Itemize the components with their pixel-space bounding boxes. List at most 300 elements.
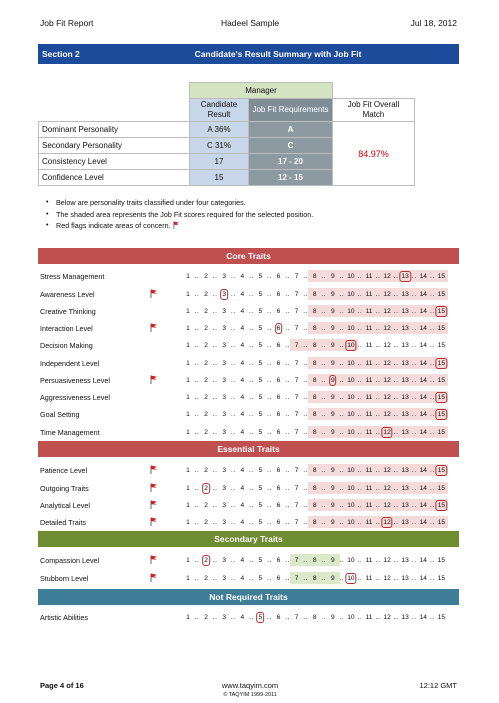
scale-tick: 5 xyxy=(258,501,263,509)
scale-tick: 4 xyxy=(240,324,245,332)
candidate-result-header: Candidate Result xyxy=(190,99,249,122)
scale-dots: .. xyxy=(339,359,345,367)
job-fit-requirements-header: Job Fit Requirements xyxy=(249,99,333,122)
scale-dots: .. xyxy=(339,341,345,349)
scale-tick: 12 xyxy=(383,466,391,474)
red-flag-icon xyxy=(150,555,158,564)
scale-dots: .. xyxy=(285,272,290,280)
scale-dots: .. xyxy=(321,556,327,564)
scale-tick: 13 xyxy=(401,341,409,349)
scale-dots: .. xyxy=(303,393,308,401)
manager-header: Manager xyxy=(190,83,333,99)
scale-tick: 11 xyxy=(365,613,373,621)
scale-dots: .. xyxy=(321,307,327,315)
scale-tick: 5 xyxy=(258,410,263,418)
footer-url[interactable]: www.taqyim.com xyxy=(221,681,279,690)
scale-tick: 4 xyxy=(240,290,245,298)
scale-dots: .. xyxy=(357,272,363,280)
trait-name: Stress Management xyxy=(40,272,105,281)
scale-dots: .. xyxy=(230,272,236,280)
scale-dots: .. xyxy=(411,290,417,298)
score-marker: 2 xyxy=(204,556,208,564)
candidate-value: 17 xyxy=(190,154,249,170)
scale-dots: .. xyxy=(285,359,290,367)
scale-dots: .. xyxy=(375,613,381,621)
scale-tick: 1 xyxy=(186,501,190,509)
scale-tick: 12 xyxy=(383,484,391,492)
scale-dots: .. xyxy=(212,501,218,509)
scale-dots: .. xyxy=(303,466,308,474)
scale-tick: 10 xyxy=(347,556,355,564)
scale-tick: 9 xyxy=(330,556,335,564)
trait-row xyxy=(38,268,459,284)
scale-tick: 6 xyxy=(276,466,281,474)
trait-scale xyxy=(184,499,460,511)
scale-dots: .. xyxy=(212,341,218,349)
scale-dots: .. xyxy=(411,613,417,621)
scale-tick: 4 xyxy=(240,518,245,526)
score-marker: 3 xyxy=(222,290,227,298)
scale-dots: .. xyxy=(411,272,417,280)
scale-dots: .. xyxy=(303,574,308,582)
scale-dots: .. xyxy=(321,341,327,349)
scale-tick: 14 xyxy=(419,613,427,621)
scale-tick: 2 xyxy=(204,574,208,582)
scale-dots: .. xyxy=(411,518,417,526)
scale-dots: .. xyxy=(249,341,254,349)
scale-tick: 8 xyxy=(312,307,317,315)
scale-tick: 1 xyxy=(186,307,190,315)
scale-dots: .. xyxy=(194,393,200,401)
scale-tick: 4 xyxy=(240,556,245,564)
scale-tick: 11 xyxy=(365,272,373,280)
scale-tick: 3 xyxy=(222,556,227,564)
scale-dots: .. xyxy=(321,613,327,621)
scale-tick: 2 xyxy=(204,501,208,509)
scale-tick: 9 xyxy=(330,359,335,367)
scale-dots: .. xyxy=(393,272,399,280)
scale-tick: 8 xyxy=(312,393,317,401)
scale-tick: 12 xyxy=(383,393,391,401)
section-title: Candidate's Result Summary with Job Fit xyxy=(194,49,362,59)
scale-dots: .. xyxy=(430,410,435,418)
scale-dots: .. xyxy=(375,272,381,280)
scale-tick: 2 xyxy=(204,359,208,367)
row-label: Confidence Level xyxy=(39,170,190,186)
scale-tick: 15 xyxy=(437,484,446,492)
trait-name: Stubborn Level xyxy=(40,574,89,583)
scale-tick: 14 xyxy=(419,307,427,315)
scale-tick: 7 xyxy=(294,410,299,418)
candidate-value: A 36% xyxy=(190,122,249,138)
scale-dots: .. xyxy=(339,574,345,582)
scale-dots: .. xyxy=(357,376,363,384)
scale-dots: .. xyxy=(230,359,236,367)
scale-tick: 14 xyxy=(419,501,427,509)
scale-tick: 3 xyxy=(222,341,227,349)
scale-dots: .. xyxy=(212,574,218,582)
scale-tick: 1 xyxy=(186,393,190,401)
scale-tick: 11 xyxy=(365,376,373,384)
scale-dots: .. xyxy=(249,428,254,436)
scale-tick: 3 xyxy=(222,501,227,509)
scale-dots: .. xyxy=(285,376,290,384)
trait-row xyxy=(38,424,459,440)
scale-dots: .. xyxy=(393,376,399,384)
trait-row xyxy=(38,389,459,405)
scale-dots: .. xyxy=(321,574,327,582)
scale-dots: .. xyxy=(212,410,218,418)
scale-dots: .. xyxy=(194,484,200,492)
scale-dots: .. xyxy=(375,324,381,332)
scale-tick: 12 xyxy=(383,376,391,384)
scale-dots: .. xyxy=(357,556,363,564)
report-title: Job Fit Report xyxy=(40,18,94,28)
scale-dots: .. xyxy=(249,290,254,298)
trait-name: Artistic Abilities xyxy=(40,613,88,622)
scale-dots: .. xyxy=(430,272,435,280)
trait-name: Awareness Level xyxy=(40,290,95,299)
scale-dots: .. xyxy=(375,376,381,384)
scale-tick: 7 xyxy=(294,613,299,621)
scale-tick: 5 xyxy=(258,359,263,367)
scale-dots: .. xyxy=(411,574,417,582)
scale-dots: .. xyxy=(303,307,308,315)
scale-tick: 7 xyxy=(294,484,299,492)
scale-dots: .. xyxy=(230,466,236,474)
scale-dots: .. xyxy=(430,574,435,582)
scale-dots: .. xyxy=(375,290,381,298)
scale-dots: .. xyxy=(357,307,363,315)
scale-tick: 2 xyxy=(204,393,208,401)
scale-tick: 12 xyxy=(383,272,391,280)
row-label: Consistency Level xyxy=(39,154,190,170)
scale-tick: 9 xyxy=(330,574,335,582)
scale-tick: 11 xyxy=(365,428,373,436)
trait-name: Detailed Traits xyxy=(40,518,86,527)
trait-row xyxy=(38,480,459,496)
scale-dots: .. xyxy=(267,574,272,582)
scale-tick: 10 xyxy=(347,272,355,280)
scale-dots: .. xyxy=(430,613,435,621)
scale-dots: .. xyxy=(194,613,200,621)
scale-tick: 13 xyxy=(401,501,409,509)
scale-tick: 13 xyxy=(401,359,409,367)
score-marker: 12 xyxy=(383,428,391,436)
scale-tick: 9 xyxy=(330,272,335,280)
scale-tick: 5 xyxy=(258,393,263,401)
scale-tick: 13 xyxy=(401,324,409,332)
scale-tick: 5 xyxy=(258,272,263,280)
scale-dots: .. xyxy=(411,376,417,384)
trait-name: Outgoing Traits xyxy=(40,484,89,493)
score-marker: 15 xyxy=(437,359,446,367)
scale-tick: 1 xyxy=(186,518,190,526)
scale-tick: 13 xyxy=(401,307,409,315)
trait-scale xyxy=(184,572,460,584)
row-label: Secondary Personality xyxy=(39,138,190,154)
scale-dots: .. xyxy=(303,501,308,509)
scale-tick: 5 xyxy=(258,556,263,564)
scale-tick: 3 xyxy=(222,613,227,621)
scale-dots: .. xyxy=(375,484,381,492)
scale-tick: 5 xyxy=(258,484,263,492)
scale-dots: .. xyxy=(285,410,290,418)
scale-dots: .. xyxy=(321,484,327,492)
scale-tick: 6 xyxy=(276,613,281,621)
scale-tick: 11 xyxy=(365,324,373,332)
scale-dots: .. xyxy=(339,324,345,332)
scale-tick: 3 xyxy=(222,324,227,332)
scale-tick: 5 xyxy=(258,341,263,349)
scale-tick: 3 xyxy=(222,428,227,436)
scale-tick: 6 xyxy=(276,376,281,384)
requirement-value: 17 - 20 xyxy=(249,154,333,170)
scale-dots: .. xyxy=(321,359,327,367)
scale-dots: .. xyxy=(267,324,272,332)
scale-dots: .. xyxy=(267,341,272,349)
trait-name: Patience Level xyxy=(40,466,88,475)
scale-tick: 13 xyxy=(401,613,409,621)
scale-dots: .. xyxy=(430,290,435,298)
scale-tick: 15 xyxy=(437,324,446,332)
scale-dots: .. xyxy=(212,428,218,436)
scale-dots: .. xyxy=(267,556,272,564)
scale-tick: 14 xyxy=(419,393,427,401)
scale-tick: 1 xyxy=(186,484,190,492)
scale-dots: .. xyxy=(303,518,308,526)
scale-tick: 10 xyxy=(347,324,355,332)
scale-tick: 3 xyxy=(222,466,227,474)
scale-tick: 10 xyxy=(347,466,355,474)
scale-dots: .. xyxy=(357,428,363,436)
score-marker: 15 xyxy=(437,466,446,474)
scale-tick: 3 xyxy=(222,307,227,315)
score-marker: 15 xyxy=(437,307,446,315)
scale-tick: 5 xyxy=(258,290,263,298)
scale-dots: .. xyxy=(249,376,254,384)
trait-row xyxy=(38,552,459,568)
scale-tick: 3 xyxy=(222,376,227,384)
scale-tick: 6 xyxy=(276,574,281,582)
scale-tick: 2 xyxy=(204,272,208,280)
scale-tick: 2 xyxy=(204,466,208,474)
scale-tick: 8 xyxy=(312,556,317,564)
scale-tick: 3 xyxy=(222,574,227,582)
scale-dots: .. xyxy=(194,518,200,526)
scale-dots: .. xyxy=(339,410,345,418)
scale-tick: 13 xyxy=(401,428,409,436)
scale-dots: .. xyxy=(230,613,236,621)
scale-dots: .. xyxy=(393,290,399,298)
scale-tick: 8 xyxy=(312,613,317,621)
scale-tick: 4 xyxy=(240,574,245,582)
scale-tick: 1 xyxy=(186,574,190,582)
page-number: Page 4 of 16 xyxy=(40,681,84,690)
scale-dots: .. xyxy=(430,428,435,436)
scale-dots: .. xyxy=(430,307,435,315)
scale-tick: 10 xyxy=(347,359,355,367)
trait-row xyxy=(38,462,459,478)
scale-tick: 3 xyxy=(222,518,227,526)
score-marker: 13 xyxy=(401,272,409,280)
scale-dots: .. xyxy=(212,307,218,315)
scale-dots: .. xyxy=(393,393,399,401)
scale-dots: .. xyxy=(249,410,254,418)
trait-row xyxy=(38,303,459,319)
scale-dots: .. xyxy=(303,410,308,418)
scale-dots: .. xyxy=(249,466,254,474)
scale-dots: .. xyxy=(267,272,272,280)
scale-tick: 8 xyxy=(312,359,317,367)
scale-tick: 11 xyxy=(365,556,373,564)
scale-dots: .. xyxy=(411,324,417,332)
scale-tick: 10 xyxy=(347,307,355,315)
scale-dots: .. xyxy=(430,393,435,401)
summary-table xyxy=(38,82,415,186)
red-flag-icon xyxy=(150,323,158,332)
trait-name: Analytical Level xyxy=(40,501,90,510)
scale-tick: 13 xyxy=(401,410,409,418)
category-header: Core Traits xyxy=(38,248,459,264)
scale-tick: 14 xyxy=(419,341,427,349)
scale-dots: .. xyxy=(321,428,327,436)
trait-name: Creative Thinking xyxy=(40,307,96,316)
score-marker: 15 xyxy=(437,501,446,509)
scale-tick: 9 xyxy=(330,307,335,315)
scale-tick: 14 xyxy=(419,466,427,474)
scale-dots: .. xyxy=(194,359,200,367)
scale-tick: 7 xyxy=(294,272,299,280)
scale-tick: 7 xyxy=(294,466,299,474)
scale-tick: 11 xyxy=(365,466,373,474)
scale-dots: .. xyxy=(393,556,399,564)
scale-dots: .. xyxy=(411,466,417,474)
scale-dots: .. xyxy=(375,574,381,582)
scale-dots: .. xyxy=(249,484,254,492)
trait-scale xyxy=(184,339,460,351)
scale-dots: .. xyxy=(230,393,236,401)
scale-dots: .. xyxy=(212,272,218,280)
scale-dots: .. xyxy=(285,518,290,526)
scale-tick: 8 xyxy=(312,428,317,436)
scale-dots: .. xyxy=(303,376,308,384)
scale-tick: 12 xyxy=(383,307,391,315)
scale-tick: 4 xyxy=(240,501,245,509)
red-flag-icon xyxy=(150,573,158,582)
scale-tick: 14 xyxy=(419,272,427,280)
requirement-value: 12 - 15 xyxy=(249,170,333,186)
scale-dots: .. xyxy=(194,501,200,509)
scale-dots: .. xyxy=(357,359,363,367)
scale-tick: 15 xyxy=(437,518,446,526)
scale-dots: .. xyxy=(393,613,399,621)
scale-tick: 8 xyxy=(312,376,317,384)
scale-dots: .. xyxy=(375,410,381,418)
scale-tick: 1 xyxy=(186,410,190,418)
red-flag-icon xyxy=(173,221,180,229)
scale-dots: .. xyxy=(285,574,290,582)
scale-tick: 3 xyxy=(222,393,227,401)
scale-dots: .. xyxy=(375,501,381,509)
red-flag-icon xyxy=(150,375,158,384)
scale-tick: 10 xyxy=(347,518,355,526)
trait-scale xyxy=(184,554,460,566)
scale-dots: .. xyxy=(194,324,200,332)
scale-dots: .. xyxy=(339,484,345,492)
scale-tick: 14 xyxy=(419,518,427,526)
scale-tick: 6 xyxy=(276,272,281,280)
scale-tick: 11 xyxy=(365,574,373,582)
scale-tick: 12 xyxy=(383,501,391,509)
scale-tick: 5 xyxy=(258,428,263,436)
score-marker: 6 xyxy=(276,324,281,332)
scale-dots: .. xyxy=(303,613,308,621)
scale-tick: 15 xyxy=(437,613,446,621)
trait-name: Persuasiveness Level xyxy=(40,376,110,385)
scale-dots: .. xyxy=(267,410,272,418)
scale-dots: .. xyxy=(393,307,399,315)
scale-dots: .. xyxy=(375,466,381,474)
score-marker: 10 xyxy=(347,341,355,349)
note-item: • The shaded area represents the Job Fit scores required for the selected position. xyxy=(46,210,313,222)
scale-tick: 4 xyxy=(240,466,245,474)
scale-dots: .. xyxy=(393,501,399,509)
trait-scale xyxy=(184,288,460,300)
scale-tick: 12 xyxy=(383,613,391,621)
scale-dots: .. xyxy=(357,501,363,509)
scale-dots: .. xyxy=(393,359,399,367)
scale-tick: 10 xyxy=(347,428,355,436)
scale-dots: .. xyxy=(249,613,254,621)
scale-dots: .. xyxy=(430,324,435,332)
note-item: • Below are personality traits classified under four categories. xyxy=(46,198,313,210)
scale-dots: .. xyxy=(212,324,218,332)
scale-dots: .. xyxy=(230,341,236,349)
scale-tick: 6 xyxy=(276,290,281,298)
scale-tick: 3 xyxy=(222,272,227,280)
requirement-value: A xyxy=(249,122,333,138)
scale-dots: .. xyxy=(339,501,345,509)
scale-dots: .. xyxy=(212,484,218,492)
scale-tick: 9 xyxy=(330,518,335,526)
scale-dots: .. xyxy=(285,428,290,436)
scale-tick: 9 xyxy=(330,410,335,418)
scale-tick: 1 xyxy=(186,556,190,564)
scale-tick: 2 xyxy=(204,376,208,384)
scale-tick: 11 xyxy=(365,410,373,418)
scale-dots: .. xyxy=(194,307,200,315)
scale-tick: 12 xyxy=(383,359,391,367)
scale-tick: 5 xyxy=(258,466,263,474)
scale-dots: .. xyxy=(249,393,254,401)
scale-dots: .. xyxy=(321,518,327,526)
red-flag-icon xyxy=(150,500,158,509)
scale-dots: .. xyxy=(194,290,200,298)
scale-dots: .. xyxy=(411,307,417,315)
scale-tick: 10 xyxy=(347,484,355,492)
scale-dots: .. xyxy=(230,556,236,564)
scale-tick: 13 xyxy=(401,466,409,474)
score-marker: 2 xyxy=(204,484,208,492)
scale-tick: 12 xyxy=(383,410,391,418)
scale-dots: .. xyxy=(357,574,363,582)
scale-dots: .. xyxy=(285,290,290,298)
scale-dots: .. xyxy=(249,272,254,280)
scale-tick: 8 xyxy=(312,518,317,526)
scale-dots: .. xyxy=(285,307,290,315)
scale-tick: 15 xyxy=(437,556,446,564)
